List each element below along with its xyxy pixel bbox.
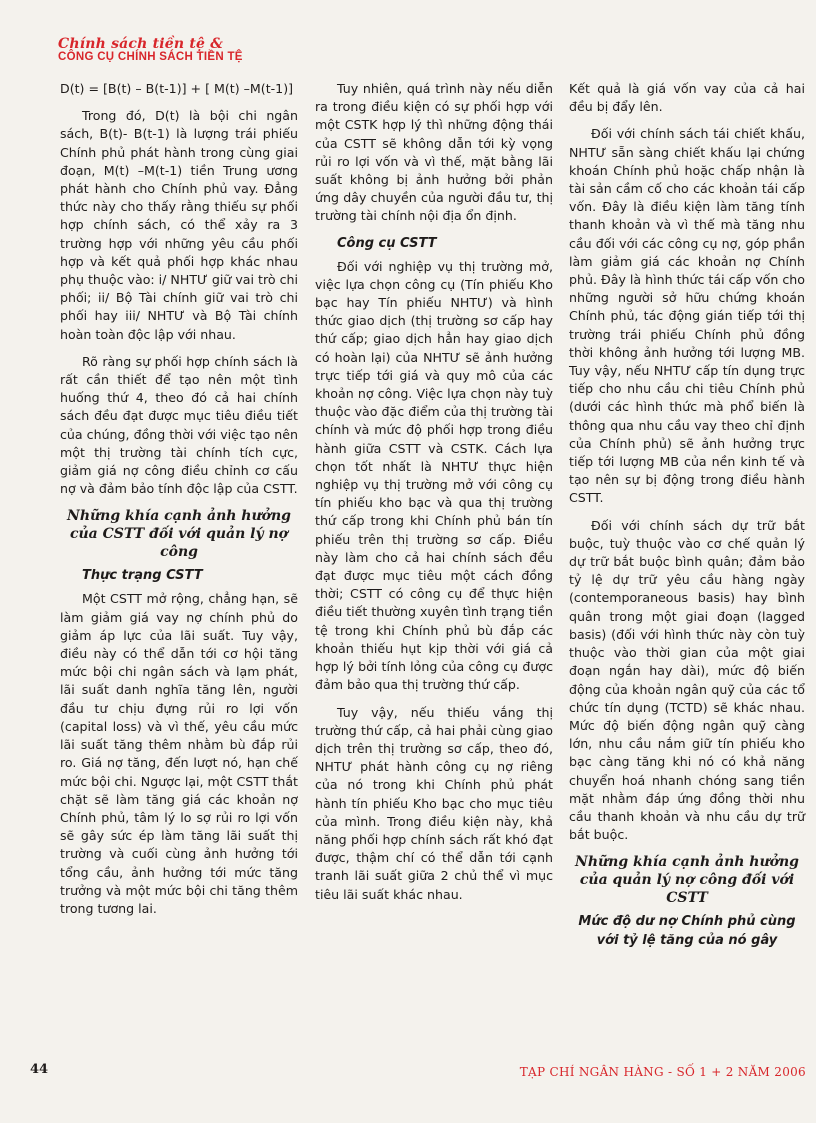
- formula: D(t) = [B(t) – B(t-1)] + [ M(t) –M(t-1)]: [60, 81, 294, 96]
- lead-paragraph: Mức độ dư nợ Chính phủ cùng với tỷ lệ tăng của nó gây: [578, 914, 796, 948]
- paragraph: Kết quả là giá vốn vay của cả hai đều bị đẩy lên.: [569, 81, 805, 115]
- section-heading: Những khía cạnh ảnh hưởng của CSTT đối với quản lý nợ công: [67, 508, 291, 561]
- paragraph: Trong đó, D(t) là bội chi ngân sách, B(t)- B(t-1) là lượng trái phiếu Chính phủ phát hành trong cùng giai đoạn, M(t) –M(t-1) tiền Trung ương phát hành cho Chính phủ vay. Đẳng thức này cho thấy rằng thiếu sự phối hợp chính sách, có thể xảy ra 3 trường hợp với những yêu cầu phối hợp và kết quả phối hợp khác nhau phụ thuộc vào: i/ NHTƯ giữ vai trò chi phối; ii/ Bộ Tài chính giữ vai trò chi phối hay iii/ NHTƯ và Bộ Tài chính hoàn toàn độc lập với nhau.: [60, 108, 298, 342]
- subsection-heading: Công cụ CSTT: [337, 235, 437, 251]
- page-header: [58, 37, 243, 64]
- subsection-heading: Thực trạng CSTT: [82, 568, 203, 584]
- column-2: [315, 80, 553, 913]
- header-caps-title: CÔNG CỤ CHÍNH SÁCH TIỀN TỆ: [58, 51, 243, 63]
- column-1: [60, 80, 298, 927]
- paragraph: Đối với chính sách dự trữ bắt buộc, tuỳ thuộc vào cơ chế quản lý dự trữ bắt buộc bình quân; đảm bảo tỷ lệ dự trữ yêu cầu hàng ngày (contemporaneous basis) hay bình quân trong một giai đoạn (lagged basis) (đối với hình thức này còn tuỳ thuộc vào thời gian của một giai đoạn ngắn hay dài), mức độ biến động của khoản ngân quỹ của các tổ chức tín dụng (TCTD) sẽ khác nhau. Mức độ biến động ngân quỹ càng lớn, nhu cầu nắm giữ tín phiếu kho bạc càng tăng khi nó có khả năng chuyển hoá nhanh chóng sang tiền mặt nhằm đáp ứng đồng thời nhu cầu thanh khoản và nhu cầu dự trữ bắt buộc.: [569, 517, 805, 843]
- section-heading: Những khía cạnh ảnh hưởng của quản lý nợ công đối với CSTT: [575, 854, 799, 907]
- header-script-title: Chính sách tiền tệ &: [58, 36, 224, 52]
- paragraph: Đối với nghiệp vụ thị trường mở, việc lựa chọn công cụ (Tín phiếu Kho bạc hay Tín phiếu NHTƯ) và hình thức giao dịch (thị trường sơ cấp hay thứ cấp; giao dịch hẳn hay giao dịch có hoàn lại) của NHTƯ sẽ ảnh hưởng trực tiếp tới giá và quy mô của các khoản nợ công. Việc lựa chọn này tuỳ thuộc vào đặc điểm của thị trường tài chính và mức độ phối hợp trong điều hành giữa CSTT và CSTK. Cách lựa chọn tốt nhất là NHTƯ thực hiện nghiệp vụ thị trường mở với công cụ tín phiếu kho bạc và qua thị trường thứ cấp trong khi Chính phủ bán tín phiếu trên thị trường sơ cấp. Điều này làm cho cả hai chính sách đều đạt được mục tiêu một cách đồng thời; CSTT có công cụ để thực hiện điều tiết thường xuyên tình trạng tiền tệ trong khi Chính phủ bù đắp các khoản thiếu hụt kịp thời với giá cả hợp lý bởi tính lỏng của công cụ được đảm bảo qua thị trường thứ cấp.: [315, 258, 553, 693]
- journal-footer: TẠP CHÍ NGÂN HÀNG - SỐ 1 + 2 NĂM 2006: [519, 1065, 806, 1079]
- paragraph: Tuy vậy, nếu thiếu vắng thị trường thứ cấp, cả hai phải cùng giao dịch trên thị trường sơ cấp, theo đó, NHTƯ phát hành công cụ nợ riêng của nó trong khi Chính phủ phát hành tín phiếu Kho bạc cho mục tiêu của mình. Trong điều kiện này, khả năng phối hợp chính sách rất khó đạt được, thậm chí có thể dẫn tới cạnh tranh lãi suất giữa 2 chủ thể vì mục tiêu lãi suất khác nhau.: [315, 704, 553, 902]
- paragraph: Đối với chính sách tái chiết khấu, NHTƯ sẵn sàng chiết khấu lại chứng khoán Chính phủ hoặc chấp nhận là tài sản cầm cố cho các khoản tái cấp vốn. Đây là điều kiện làm tăng tính thanh khoản và vì thế mà tăng nhu cầu đối với các công cụ nợ, góp phần làm giảm giá các khoản nợ Chính phủ. Đây là hình thức tái cấp vốn cho những người sở hữu chứng khoán Chính phủ, tác động gián tiếp tới thị trường trái phiếu Chính phủ đồng thời không ảnh hưởng tới lượng MB. Tuy vậy, nếu NHTƯ cấp tín dụng trực tiếp cho nhu cầu chi tiêu Chính phủ (dưới các hình thức mà phổ biến là thông qua nhu cầu vay theo chỉ định của Chính phủ) sẽ ảnh hưởng trực tiếp tới lượng MB của nền kinh tế và tạo nên sự bị động trong điều hành CSTT.: [569, 126, 805, 506]
- paragraph: Một CSTT mở rộng, chẳng hạn, sẽ làm giảm giá vay nợ chính phủ do giảm áp lực của lãi suất. Tuy vậy, điều này có thể dẫn tới cơ hội tăng mức bội chi ngân sách và lạm phát, lãi suất danh nghĩa tăng lên, người đầu tư chịu đựng rủi ro lợi vốn (capital loss) và vì thế, yêu cầu mức lãi suất tăng thêm nhằm bù đắp rủi ro. Giá nợ tăng, đến lượt nó, hạn chế mức bội chi. Ngược lại, một CSTT thắt chặt sẽ làm tăng giá các khoản nợ Chính phủ, tâm lý lo sợ rủi ro lợi vốn sẽ gây sức ép làm tăng lãi suất thị trường và cuối cùng ảnh hưởng tới tổng cầu, ảnh hưởng tới mức tăng trưởng và một mức bội chi tăng thêm trong tương lai.: [60, 591, 298, 916]
- page-number: 44: [30, 1062, 49, 1077]
- column-3: [569, 80, 805, 959]
- paragraph: Rõ ràng sự phối hợp chính sách là rất cần thiết để tạo nên một tình huống thứ 4, theo đó cả hai chính sách đều đạt được mục tiêu điều tiết của chúng, đồng thời với việc tạo nên một thị trường tài chính tích cực, giảm giá nợ công điều chỉnh cơ cấu nợ và đảm bảo tính độc lập của CSTT.: [60, 353, 298, 497]
- paragraph: Tuy nhiên, quá trình này nếu diễn ra trong điều kiện có sự phối hợp với một CSTK hợp lý thì những động thái của CSTT sẽ không dẫn tới kỳ vọng rủi ro lợi vốn và vì thế, mặt bằng lãi suất không bị ảnh hưởng bởi phản ứng dây chuyền của người đầu tư, thị trường tài chính nội địa ổn định.: [315, 81, 553, 224]
